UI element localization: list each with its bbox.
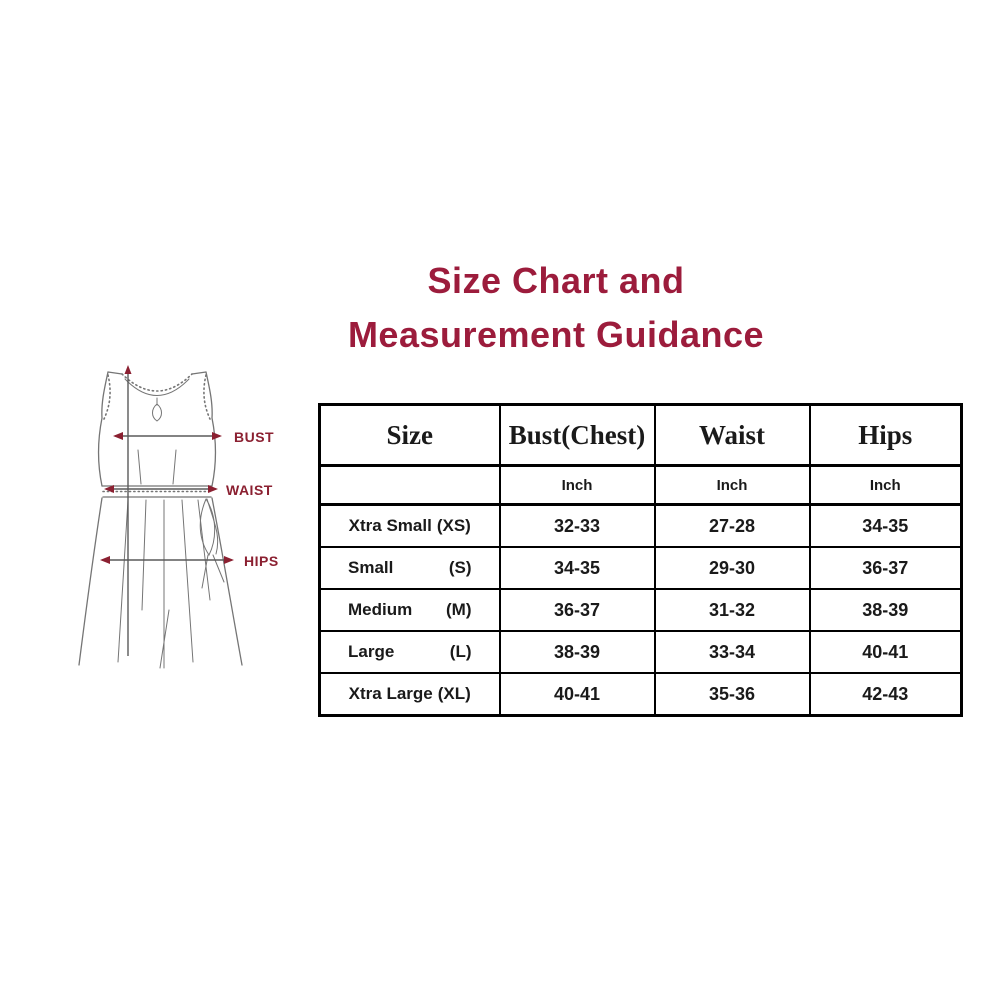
size-abbr: (XS): [436, 516, 471, 535]
bust-value: 40-41: [500, 673, 655, 716]
column-header-size: Size: [320, 405, 500, 466]
dress-measurement-figure: [60, 358, 310, 693]
column-header-waist: Waist: [655, 405, 810, 466]
dress-sketch: [60, 358, 310, 693]
size-table-body: [320, 505, 962, 716]
size-name: Xtra Small: [348, 516, 432, 535]
size-abbr: (S): [448, 558, 472, 577]
title-line-1: Size Chart and: [427, 260, 685, 301]
size-name: Xtra Large: [348, 684, 433, 703]
size-name: Large: [348, 642, 395, 661]
bust-value: 36-37: [500, 589, 655, 631]
waist-value: 29-30: [655, 547, 810, 589]
unit-row: [320, 466, 962, 505]
hips-value: 36-37: [810, 547, 962, 589]
size-cell: [320, 673, 500, 716]
waist-value: 31-32: [655, 589, 810, 631]
table-row: [320, 505, 962, 548]
bust-label: BUST: [234, 429, 275, 445]
column-header-hips: Hips: [810, 405, 962, 466]
size-abbr: (L): [449, 642, 472, 661]
size-cell: [320, 505, 500, 548]
size-name: Medium: [348, 600, 413, 619]
waist-value: 27-28: [655, 505, 810, 548]
size-table: [318, 403, 963, 717]
table-row: [320, 631, 962, 673]
hips-value: 42-43: [810, 673, 962, 716]
unit-cell-hips: Inch: [810, 466, 962, 505]
size-cell: [320, 547, 500, 589]
bust-value: 34-35: [500, 547, 655, 589]
size-name: Small: [348, 558, 394, 577]
hips-value: 40-41: [810, 631, 962, 673]
table-row: [320, 673, 962, 716]
page-title: [56, 254, 1000, 362]
hips-value: 38-39: [810, 589, 962, 631]
bust-value: 32-33: [500, 505, 655, 548]
size-cell: [320, 631, 500, 673]
size-abbr: (XL): [437, 684, 471, 703]
waist-value: 33-34: [655, 631, 810, 673]
unit-cell-bust: Inch: [500, 466, 655, 505]
bust-value: 38-39: [500, 631, 655, 673]
header-row: [320, 405, 962, 466]
table-row: [320, 547, 962, 589]
unit-cell-size: [320, 466, 500, 505]
waist-value: 35-36: [655, 673, 810, 716]
size-abbr: (M): [446, 600, 472, 619]
title-line-2: Measurement Guidance: [347, 314, 765, 355]
column-header-bust: Bust(Chest): [500, 405, 655, 466]
size-cell: [320, 589, 500, 631]
hips-label: HIPS: [244, 553, 279, 569]
table-row: [320, 589, 962, 631]
unit-cell-waist: Inch: [655, 466, 810, 505]
waist-label: WAIST: [226, 482, 273, 498]
hips-value: 34-35: [810, 505, 962, 548]
